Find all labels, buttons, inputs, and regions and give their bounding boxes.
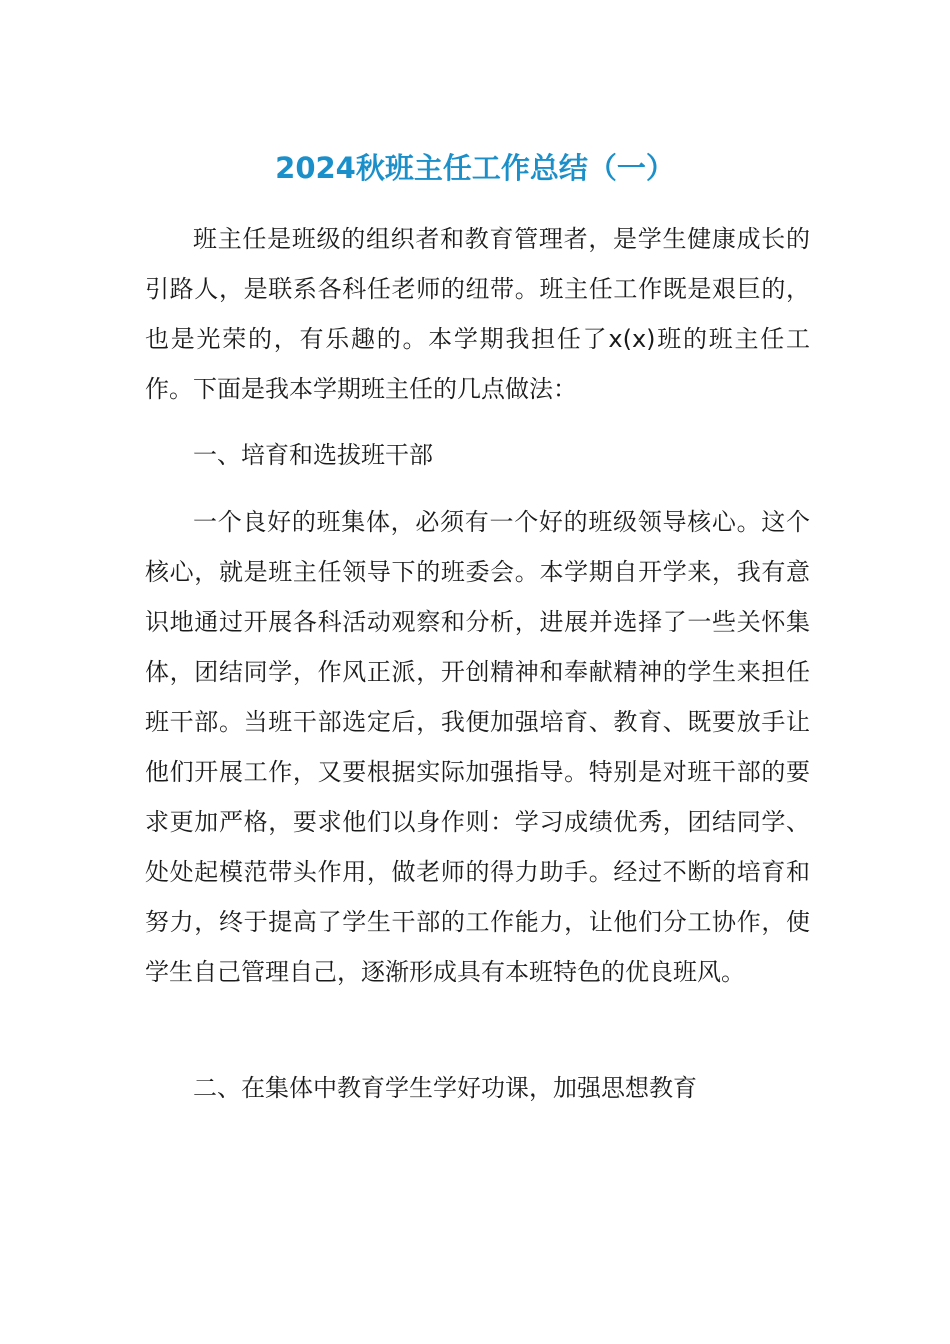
section-1-paragraph: 一个良好的班集体，必须有一个好的班级领导核心。这个核心，就是班主任领导下的班委会。本学期自开学来，我有意识地通过开展各科活动观察和分析，进展并选择了一些关怀集体，团结同学，作风正派，开创精神和奉献精神的学生来担任班干部。当班干部选定后，我便加强培育、教育、既要放手让他们开展工作，又要根据实际加强指导。特别是对班干部的要求更加严格，要求他们以身作则：学习成绩优秀，团结同学、处处起模范带头作用，做老师的得力助手。经过不断的培育和努力，终于提高了学生干部的工作能力，让他们分工协作，使学生自己管理自己，逐渐形成具有本班特色的优良班风。 <box>145 508 810 986</box>
intro-paragraph: 班主任是班级的组织者和教育管理者，是学生健康成长的引路人，是联系各科任老师的纽带。班主任工作既是艰巨的，也是光荣的，有乐趣的。本学期我担任了x(x)班的班主任工作。下面是我本学期班主任的几点做法： <box>145 225 810 403</box>
section-heading-2: 二、在集体中教育学生学好功课，加强思想教育 <box>193 1074 697 1102</box>
section-heading-1: 一、培育和选拔班干部 <box>193 441 433 469</box>
document-title: 2024秋班主任工作总结（一） <box>275 151 675 185</box>
